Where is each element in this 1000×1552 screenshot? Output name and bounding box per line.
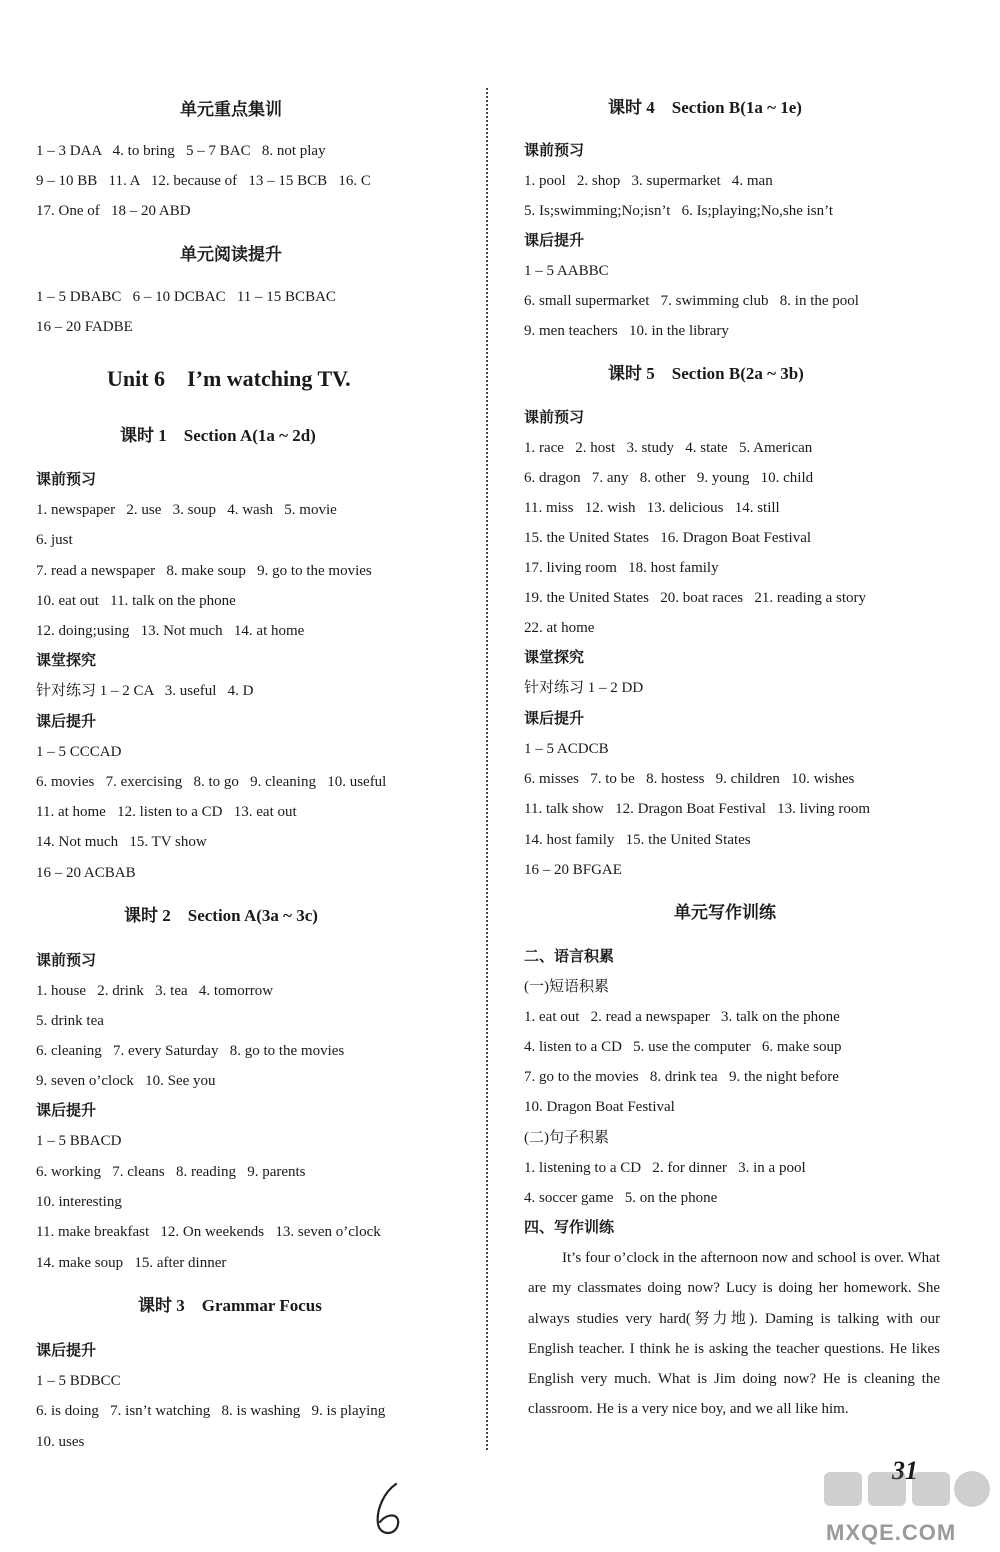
- answer-line: 17. living room 18. host family: [524, 560, 719, 576]
- answer-line: 6. movies 7. exercising 8. to go 9. cleaning 10. useful: [36, 774, 387, 790]
- answer-line: 5. drink tea: [36, 1013, 104, 1029]
- answer-line: 9 – 10 BB 11. A 12. because of 13 – 15 BCB 16. C: [36, 173, 371, 189]
- reading-title: 单元阅读提升: [180, 245, 282, 264]
- answer-line: 14. make soup 15. after dinner: [36, 1255, 227, 1271]
- answer-line: 1 – 5 CCCAD: [36, 744, 122, 760]
- answer-line: 6. dragon 7. any 8. other 9. young 10. child: [524, 470, 814, 486]
- answer-line: 6. working 7. cleans 8. reading 9. parents: [36, 1164, 306, 1180]
- language-accumulation-heading: 二、语言积累: [524, 949, 615, 965]
- answer-line: 1. pool 2. shop 3. supermarket 4. man: [524, 173, 773, 189]
- after-label: 课后提升: [524, 233, 585, 249]
- answer-line: 9. men teachers 10. in the library: [524, 323, 729, 339]
- essay-paragraph: It’s four o’clock in the afternoon now and school is over. What are my classmates doing now? Lucy is doing her homework. She always studies very hard(努力地). Daming is talking with our English teacher. I think he is asking the teacher questions. He likes English very much. What is Jim doing now? He is cleaning the classroom. He is a very nice boy, and we all like him.: [528, 1250, 940, 1418]
- after-label: 课后提升: [36, 714, 97, 730]
- lesson-1-title: 课时 1 Section A(1a ~ 2d): [120, 426, 316, 445]
- answer-line: 17. One of 18 – 20 ABD: [36, 203, 191, 219]
- answer-line: 针对练习 1 – 2 DD: [524, 680, 644, 696]
- answer-line: 16 – 20 FADBE: [36, 319, 133, 335]
- answer-line: 11. talk show 12. Dragon Boat Festival 13. living room: [524, 801, 871, 817]
- answer-line: 12. doing;using 13. Not much 14. at home: [36, 623, 305, 639]
- answer-line: 1. race 2. host 3. study 4. state 5. American: [524, 440, 813, 456]
- answer-line: 6. cleaning 7. every Saturday 8. go to the movies: [36, 1043, 345, 1059]
- answer-line: 10. uses: [36, 1434, 85, 1450]
- preview-label: 课前预习: [36, 472, 97, 488]
- after-label: 课后提升: [36, 1343, 97, 1359]
- answer-line: 6. misses 7. to be 8. hostess 9. children 10. wishes: [524, 771, 855, 787]
- phrase-subheading: (一)短语积累: [524, 979, 609, 995]
- sentence-subheading: (二)句子积累: [524, 1130, 609, 1146]
- answer-line: 19. the United States 20. boat races 21. reading a story: [524, 590, 866, 606]
- writing-title: 单元写作训练: [674, 903, 776, 922]
- answer-line: 1 – 5 AABBC: [524, 263, 609, 279]
- answer-line: 11. make breakfast 12. On weekends 13. seven o’clock: [36, 1224, 381, 1240]
- answer-line: 14. host family 15. the United States: [524, 832, 751, 848]
- answer-line: 6. small supermarket 7. swimming club 8. in the pool: [524, 293, 859, 309]
- writing-training-heading: 四、写作训练: [524, 1220, 615, 1236]
- answer-line: 1 – 3 DAA 4. to bring 5 – 7 BAC 8. not play: [36, 143, 326, 159]
- watermark-text: MXQE.COM: [826, 1520, 957, 1545]
- after-label: 课后提升: [36, 1103, 97, 1119]
- lesson-2-title: 课时 2 Section A(3a ~ 3c): [124, 906, 318, 925]
- class-label: 课堂探究: [524, 650, 585, 666]
- answer-line: 10. interesting: [36, 1194, 122, 1210]
- answer-line: 针对练习 1 – 2 CA 3. useful 4. D: [36, 683, 254, 699]
- lesson-3-title: 课时 3 Grammar Focus: [138, 1296, 322, 1315]
- preview-label: 课前预习: [524, 143, 585, 159]
- answer-line: 11. miss 12. wish 13. delicious 14. still: [524, 500, 780, 516]
- answer-line: 4. listen to a CD 5. use the computer 6. make soup: [524, 1039, 842, 1055]
- answer-line: 10. Dragon Boat Festival: [524, 1099, 675, 1115]
- answer-line: 15. the United States 16. Dragon Boat Festival: [524, 530, 812, 546]
- after-label: 课后提升: [524, 711, 585, 727]
- answer-line: 6. is doing 7. isn’t watching 8. is washing 9. is playing: [36, 1403, 386, 1419]
- answer-line: 9. seven o’clock 10. See you: [36, 1073, 216, 1089]
- answer-line: 6. just: [36, 532, 73, 548]
- page-number: 31: [892, 1456, 918, 1485]
- answer-line: 22. at home: [524, 620, 595, 636]
- answer-line: 1 – 5 BBACD: [36, 1133, 122, 1149]
- class-label: 课堂探究: [36, 653, 97, 669]
- lesson-5-title: 课时 5 Section B(2a ~ 3b): [608, 364, 804, 383]
- answer-line: 7. go to the movies 8. drink tea 9. the night before: [524, 1069, 839, 1085]
- handwritten-mark: [370, 1480, 410, 1540]
- unit-training-title: 单元重点集训: [180, 100, 282, 119]
- answer-line: 1 – 5 DBABC 6 – 10 DCBAC 11 – 15 BCBAC: [36, 289, 336, 305]
- lesson-4-title: 课时 4 Section B(1a ~ 1e): [608, 98, 802, 117]
- answer-line: 1. listening to a CD 2. for dinner 3. in a pool: [524, 1160, 806, 1176]
- answer-line: 1 – 5 ACDCB: [524, 741, 609, 757]
- preview-label: 课前预习: [36, 953, 97, 969]
- answer-line: 16 – 20 BFGAE: [524, 862, 622, 878]
- answer-line: 11. at home 12. listen to a CD 13. eat out: [36, 804, 297, 820]
- answer-line: 1. eat out 2. read a newspaper 3. talk on the phone: [524, 1009, 840, 1025]
- answer-line: 7. read a newspaper 8. make soup 9. go to the movies: [36, 563, 372, 579]
- answer-line: 14. Not much 15. TV show: [36, 834, 207, 850]
- answer-line: 10. eat out 11. talk on the phone: [36, 593, 236, 609]
- answer-line: 1. newspaper 2. use 3. soup 4. wash 5. movie: [36, 502, 337, 518]
- answer-line: 1 – 5 BDBCC: [36, 1373, 121, 1389]
- answer-line: 5. Is;swimming;No;isn’t 6. Is;playing;No,she isn’t: [524, 203, 834, 219]
- answer-line: 16 – 20 ACBAB: [36, 865, 136, 881]
- unit-title: Unit 6 I’m watching TV.: [107, 366, 351, 391]
- preview-label: 课前预习: [524, 410, 585, 426]
- column-divider: [486, 88, 488, 1450]
- answer-line: 1. house 2. drink 3. tea 4. tomorrow: [36, 983, 274, 999]
- answer-line: 4. soccer game 5. on the phone: [524, 1190, 718, 1206]
